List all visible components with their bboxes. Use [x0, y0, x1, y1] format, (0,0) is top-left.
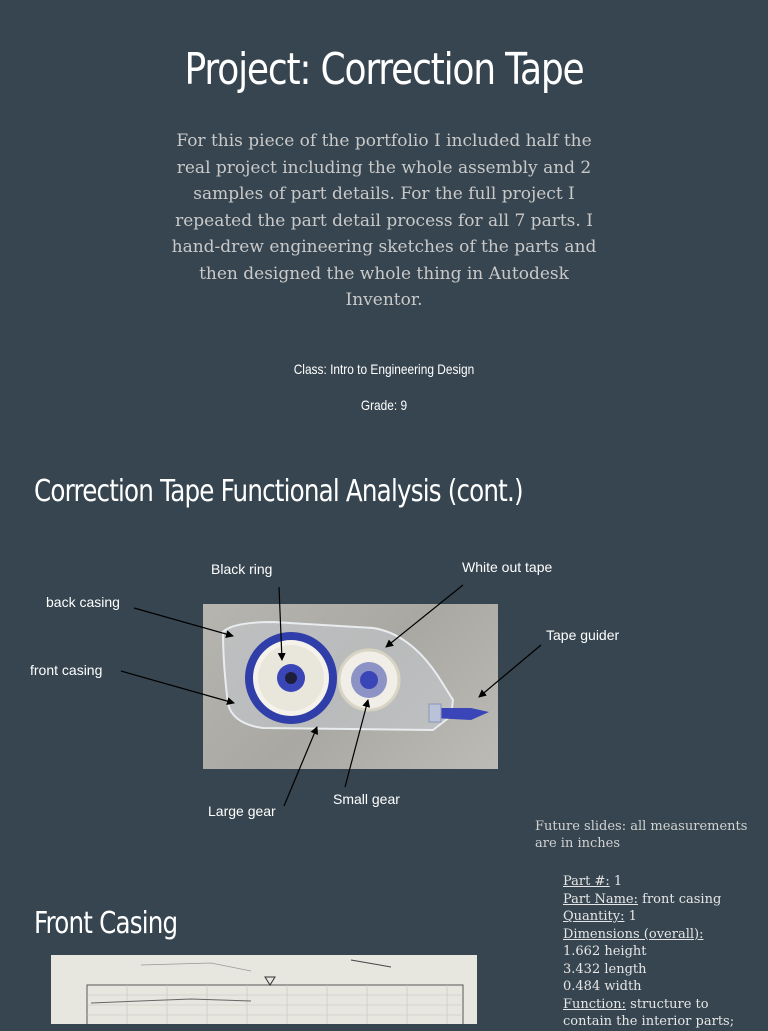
label-white-out-tape: White out tape	[462, 559, 553, 575]
spec-quantity-label: Quantity:	[563, 909, 625, 924]
spec-dimensions	[563, 926, 758, 944]
spec-part-name	[563, 891, 758, 909]
page-title: Project: Correction Tape	[184, 44, 584, 95]
spec-part-name-label: Part Name:	[563, 891, 639, 907]
label-black-ring: Black ring	[211, 561, 273, 577]
spec-length: 3.432 length	[563, 961, 647, 977]
label-small-gear: Small gear	[333, 791, 400, 807]
spec-quantity-value: 1	[624, 909, 637, 924]
label-tape-guider: Tape guider	[546, 627, 620, 643]
spec-part-number-label: Part #:	[563, 874, 610, 889]
analysis-heading: Correction Tape Functional Analysis (cont.)	[34, 474, 523, 509]
spec-part-number	[563, 873, 758, 891]
spec-width: 0.484 width	[563, 979, 642, 994]
spec-quantity	[563, 908, 758, 926]
spec-function	[563, 996, 758, 1031]
spec-part-name-value: front casing	[638, 891, 722, 907]
spec-function-label: Function:	[563, 996, 627, 1012]
engineering-sketch-photo	[51, 955, 477, 1024]
intro-paragraph: For this piece of the portfolio I included half the real project including the whole assembly and 2 samples of part details. For the full project I repeated the part detail process for all 7 parts. I hand-drew engineering sketches of the parts and then designed the whole thing in Autodesk Inventor.	[171, 131, 597, 310]
label-front-casing: front casing	[30, 662, 103, 678]
spec-function-value: structure to contain the interior parts;	[563, 996, 735, 1029]
label-back-casing: back casing	[46, 594, 120, 610]
front-casing-heading: Front Casing	[34, 906, 178, 941]
measurement-note: Future slides: all measurements are in inches	[535, 819, 748, 851]
part-specs	[563, 873, 758, 1031]
grade-line: Grade: 9	[360, 397, 408, 413]
class-line: Class: Intro to Engineering Design	[293, 361, 475, 377]
spec-dimensions-label: Dimensions (overall):	[563, 926, 704, 942]
spec-part-number-value: 1	[609, 874, 623, 889]
label-large-gear: Large gear	[208, 803, 276, 819]
spec-height: 1.662 height	[563, 944, 647, 959]
